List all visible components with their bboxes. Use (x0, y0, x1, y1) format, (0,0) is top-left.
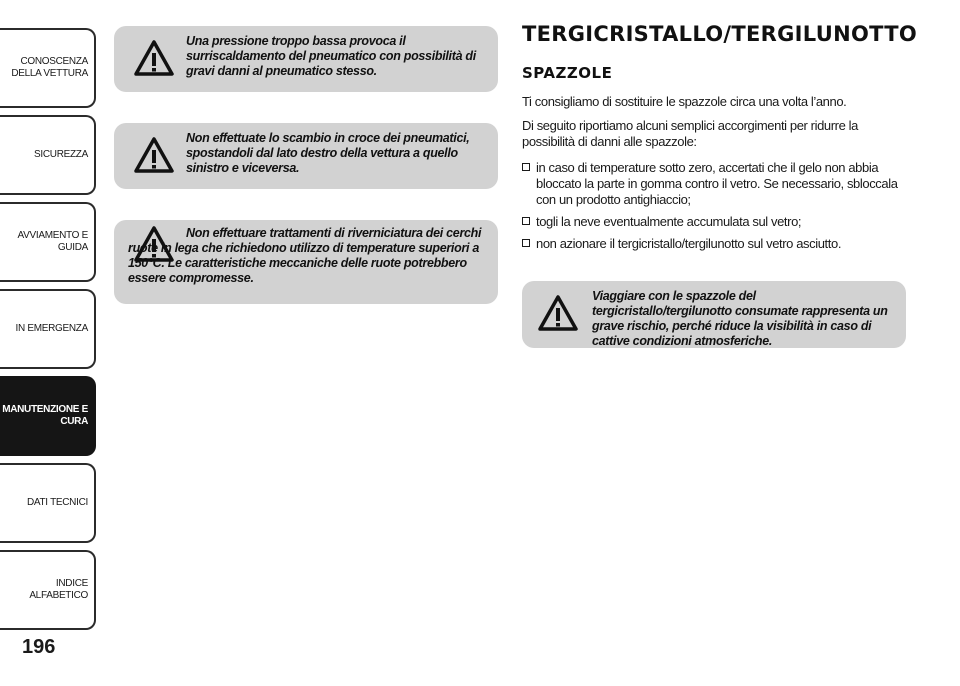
advice-list (522, 160, 912, 258)
tab-label: AVVIAMENTO E GUIDA (17, 230, 88, 253)
list-item: non azionare il tergicristallo/tergilunotto sul vetro asciutto. (522, 236, 912, 252)
checkbox-bullet-icon (522, 163, 530, 171)
tab-sicurezza[interactable] (0, 115, 96, 195)
tab-label: MANUTENZIONE E CURA (2, 404, 88, 427)
checkbox-bullet-icon (522, 217, 530, 225)
list-item: togli la neve eventualmente accumulata sul vetro; (522, 214, 912, 230)
advice-paragraph: Di seguito riportiamo alcuni semplici accorgimenti per ridurre la possibilità di danni alle spazzole: (522, 118, 858, 149)
tab-conoscenza-della-vettura[interactable] (0, 28, 96, 108)
tab-indice-alfabetico[interactable] (0, 550, 96, 630)
warning-triangle-icon (134, 137, 174, 173)
warning-text: Non effettuate lo scambio in croce dei pneumatici, spostandoli dal lato destro della vettura a quello sinistro e viceversa. (186, 131, 470, 175)
warning-triangle-icon (134, 40, 174, 76)
page-number: 196 (22, 636, 56, 658)
warning-text: Viaggiare con le spazzole del tergicristallo/tergilunotto consumate rappresenta un grave rischio, perché riduce la visibilità in caso di cattive condizioni atmosferiche. (592, 289, 888, 348)
tab-dati-tecnici[interactable] (0, 463, 96, 543)
tab-label: DATI TECNICI (26, 497, 88, 508)
warning-box-tyre-pressure (114, 26, 498, 92)
section-subtitle: SPAZZOLE (522, 64, 613, 82)
warning-triangle-icon (538, 295, 578, 331)
warning-box-worn-blades (522, 281, 906, 348)
warning-box-tyre-rotation (114, 123, 498, 189)
list-item: in caso di temperature sotto zero, accertati che il gelo non abbia bloccato la parte in gomma contro il vetro. Se necessario, sbloccala con un prodotto antighiaccio; (522, 160, 912, 208)
warning-box-rim-painting (114, 220, 498, 304)
checkbox-bullet-icon (522, 239, 530, 247)
tab-label: SICUREZZA (34, 149, 88, 160)
warning-text: Non effettuare trattamenti di riverniciatura dei cerchi ruote in lega che richiedono utilizzo di temperature superiori a 150°C. Le caratteristiche meccaniche delle ruote potrebbero essere compromesse. (128, 226, 482, 285)
tab-avviamento-e-guida[interactable] (0, 202, 96, 282)
tab-label: IN EMERGENZA (15, 323, 88, 334)
tab-label: INDICE ALFABETICO (29, 578, 88, 601)
tab-in-emergenza[interactable] (0, 289, 96, 369)
section-title: TERGICRISTALLO/TERGILUNOTTO (522, 22, 917, 46)
tab-label: CONOSCENZA DELLA VETTURA (11, 56, 88, 79)
intro-paragraph: Ti consigliamo di sostituire le spazzole circa una volta l’anno. (522, 94, 847, 109)
tab-manutenzione-e-cura[interactable] (0, 376, 96, 456)
warning-text: Una pressione troppo bassa provoca il surriscaldamento del pneumatico con possibilità di gravi danni al pneumatico stesso. (186, 34, 476, 78)
